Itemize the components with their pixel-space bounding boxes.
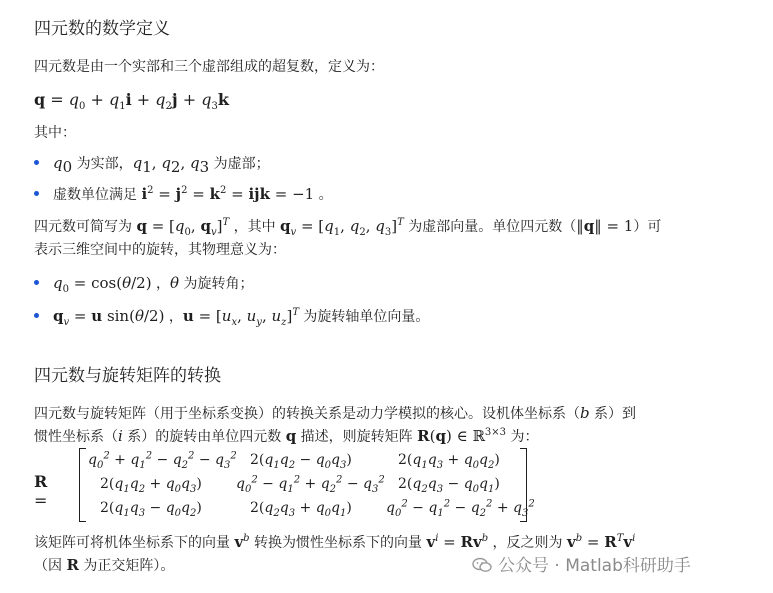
left-bracket: [79, 448, 86, 522]
matrix-cell: $2(q_1q_3 - q_0q_2)$: [100, 500, 202, 519]
bullet-icon: [34, 280, 39, 285]
paragraph-conversion-2: 惯性坐标系（i 系）的旋转由单位四元数 q 描述，则旋转矩阵 R(q) ∈ ℝ$^{3\times 3}$ 为：: [34, 427, 539, 445]
paragraph-orthogonal-note: （因 R 为正交矩阵）。: [34, 556, 175, 574]
list-item: $q_0 = \cos(\theta/2)$ ，θ 为旋转角；: [34, 272, 254, 295]
matrix-cell: $q_0^2 - q_1^2 + q_2^2 - q_3^2$: [236, 474, 385, 495]
list-item: 虚数单位满足 $i^2 = j^2 = k^2$ = ijk = −1 。: [34, 183, 333, 206]
paragraph-matrix-usage: 该矩阵可将机体坐标系下的向量 $v^b$ 转换为惯性坐标系下的向量 $v^i = Rv^b$ ，反之则为 $v^b = R^Tv^i$: [34, 533, 636, 551]
paragraph-conversion-1: 四元数与旋转矩阵（用于坐标系变换）的转换关系是动力学模拟的核心。设机体坐标系（b 系）到: [34, 404, 637, 422]
matrix-cell: $2(q_2q_3 + q_0q_1)$: [250, 500, 352, 519]
bullet-icon: [34, 191, 39, 196]
matrix-cell: $q_0^2 - q_1^2 - q_2^2 + q_3^2$: [386, 498, 535, 519]
list-item: $q_v = u$ sin(θ/2) ，$u = [u_x$, $u_y$, $u_z]^T$ 为旋转轴单位向量。: [34, 305, 429, 328]
paragraph-short-form: 四元数可简写为 $q = [q_0$, $q_v]^T$ ，其中 $q_v = [q_1$, $q_2$, $q_3]^T$ 为虚部向量。单位四元数（‖q‖ = 1）可: [34, 217, 662, 238]
matrix-cell: $2(q_1q_2 - q_0q_3)$: [250, 452, 352, 471]
matrix-lhs: R =: [34, 472, 48, 510]
equation-quaternion: $q = q_0 + q_1i + q_2j + q_3k$: [34, 90, 229, 113]
wechat-icon: [472, 557, 492, 573]
matrix-cell: $q_0^2 + q_1^2 - q_2^2 - q_3^2$: [88, 450, 237, 471]
section-heading-conversion: 四元数与旋转矩阵的转换: [34, 366, 221, 386]
matrix-cell: $2(q_1q_2 + q_0q_3)$: [100, 476, 202, 495]
list-item: $q_0$ 为实部，$q_1$, $q_2$, $q_3$ 为虚部；: [34, 152, 270, 175]
watermark: 公众号 · Matlab科研助手: [472, 551, 691, 576]
paragraph-rotation-meaning: 表示三维空间中的旋转，其物理意义为：: [34, 242, 286, 258]
section-heading-definition: 四元数的数学定义: [34, 19, 170, 39]
bullet-icon: [34, 160, 39, 165]
bullet-icon: [34, 313, 39, 318]
paragraph-intro: 四元数是由一个实部和三个虚部组成的超复数，定义为：: [34, 59, 384, 75]
paragraph-where: 其中：: [34, 125, 76, 141]
matrix-cell: $2(q_1q_3 + q_0q_2)$: [398, 452, 500, 471]
matrix-cell: $2(q_2q_3 - q_0q_1)$: [398, 476, 500, 495]
